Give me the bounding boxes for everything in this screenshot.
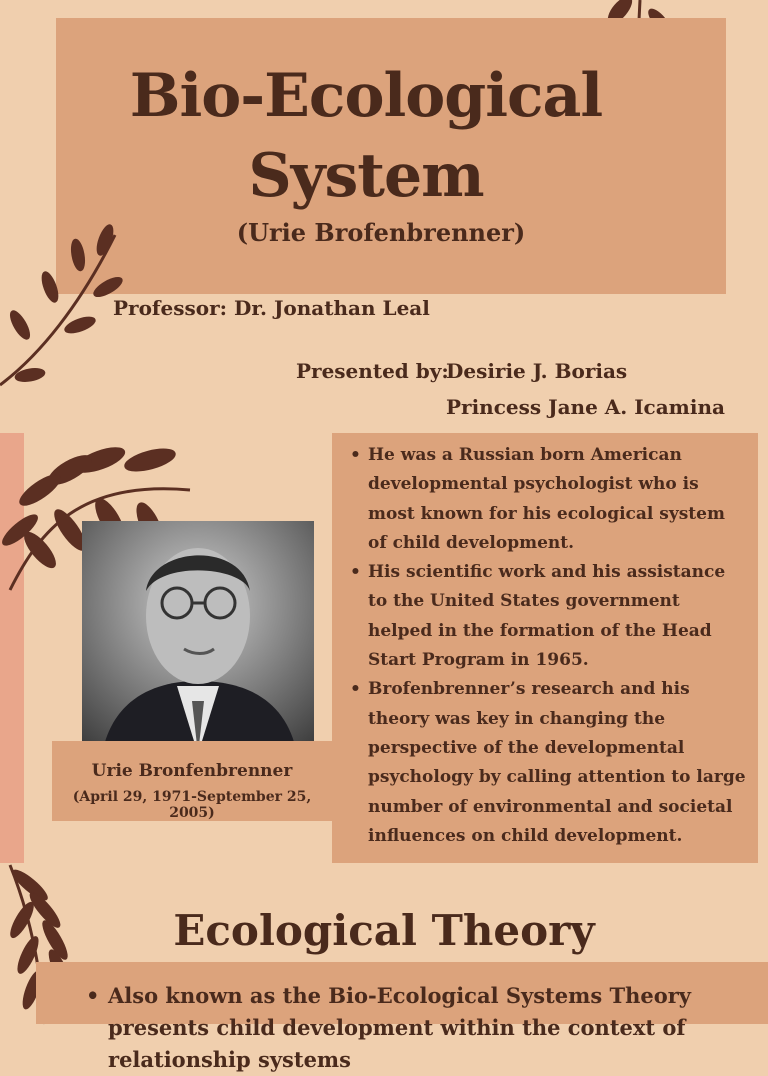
presenter-1: Desirie J. Borias (446, 359, 628, 383)
portrait-illustration (82, 521, 314, 754)
portrait-photo (82, 521, 314, 754)
title-subtitle: (Urie Brofenbrenner) (236, 218, 526, 247)
section-text: • Also known as the Bio-Ecological Systems Theory presents child development within the context of relationship systems (108, 980, 758, 1076)
title-line-1: Bio-Ecological (129, 61, 603, 131)
leaf-branch-left-icon (0, 225, 130, 395)
bio-list (368, 441, 748, 851)
professor-credit: Professor: Dr. Jonathan Leal (113, 296, 430, 320)
photo-caption-box (52, 741, 332, 821)
bio-box (332, 433, 758, 863)
title-box (56, 18, 726, 294)
section-text-box (36, 962, 768, 1072)
presenter-2: Princess Jane A. Icamina (446, 395, 725, 419)
bio-item: • Brofenbrenner’s research and his theory was key in changing the perspective of the developmental psychology by calling attention to large number of environmental and societal influences on child development. (368, 675, 748, 851)
presented-by-label: Presented by: (296, 359, 449, 383)
bio-item: • His scientific work and his assistance to the United States government helped in the formation of the Head Start Program in 1965. (368, 558, 748, 675)
title-line-2: System (248, 141, 484, 211)
section-title: Ecological Theory (173, 906, 595, 955)
bio-item: • He was a Russian born American developmental psychologist who is most known for his ecological system of child development. (368, 441, 748, 558)
caption-name: Urie Bronfenbrenner (91, 761, 293, 781)
caption-dates: (April 29, 1971-September 25, 2005) (72, 789, 312, 821)
